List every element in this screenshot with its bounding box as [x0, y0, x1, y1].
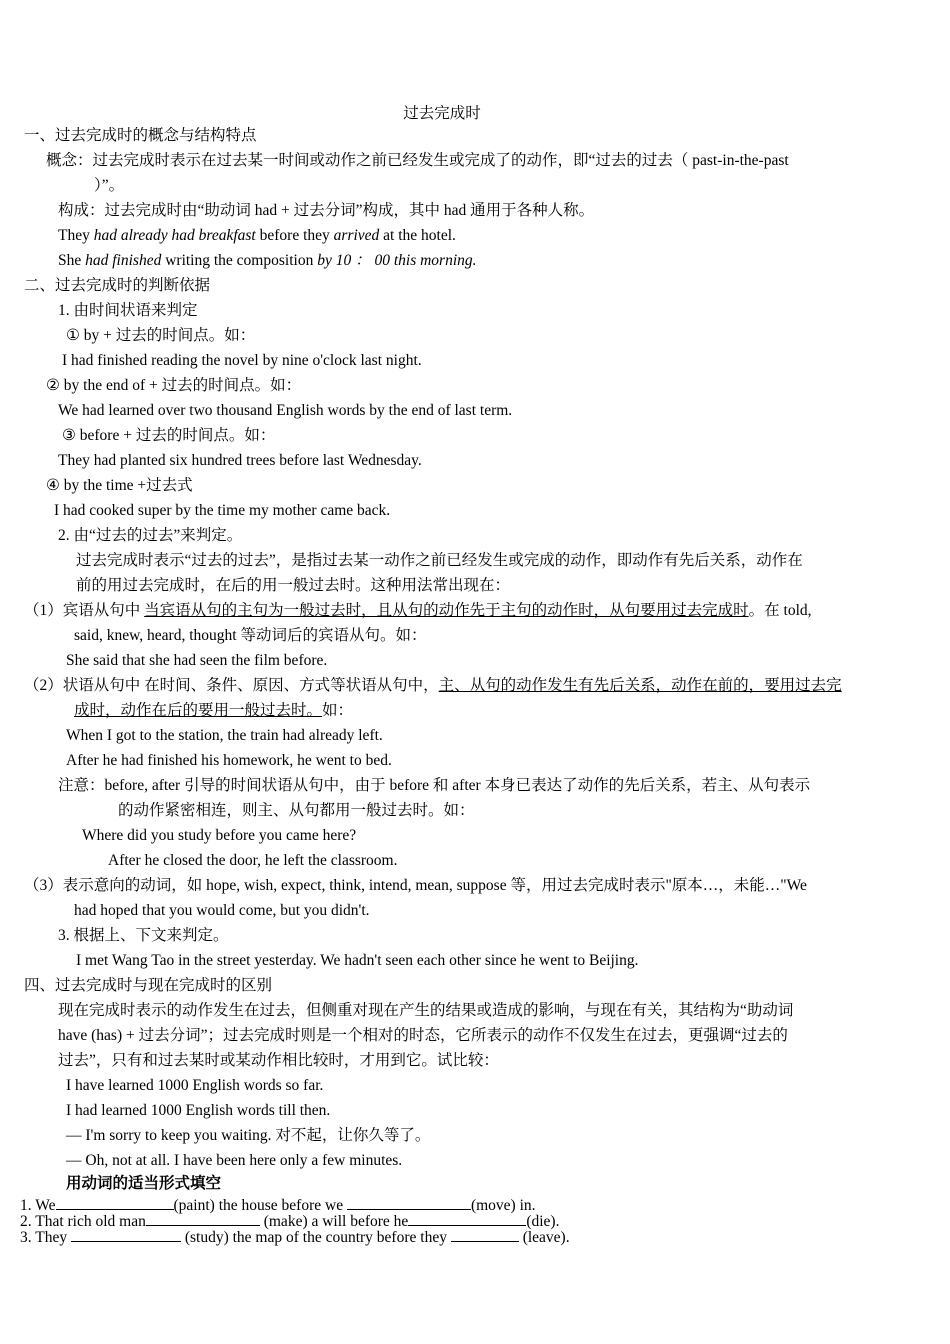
structure-line: 构成：过去完成时由“助动词 had + 过去分词”构成，其中 had 通用于各种人称。	[58, 202, 595, 219]
concept-line-1: 概念：过去完成时表示在过去某一时间或动作之前已经发生或完成了的动作，即“过去的过去（ past-in-the-past	[46, 152, 789, 169]
point-underlined-text: 当宾语从句的主句为一般过去时，且从句的动作先于主句的动作时，从句要用过去完成时	[144, 602, 749, 619]
point-1-line-1	[24, 601, 812, 621]
rule-2-text-line-1: 过去完成时表示“过去的过去”，是指过去某一动作之前已经发生或完成的动作，即动作有先后关系，动作在	[76, 552, 803, 569]
example-text: She	[58, 252, 86, 269]
answer-blank[interactable]	[71, 1227, 181, 1242]
point-text: 。在 told,	[748, 602, 812, 619]
answer-blank[interactable]	[347, 1195, 471, 1210]
note-example-2: After he closed the door, he left the classroom.	[108, 852, 398, 869]
point-1-example: She said that she had seen the film before.	[66, 652, 328, 669]
answer-blank[interactable]	[408, 1211, 526, 1226]
question-text: (leave).	[518, 1229, 570, 1246]
rule-2-text-line-2: 前的用过去完成时，在后的用一般过去时。这种用法常出现在：	[76, 577, 511, 594]
point-underlined-text: 主、从句的动作发生有先后关系，动作在前的，要用过去完	[438, 677, 842, 694]
section-4-text-line-3: 过去”，只有和过去某时或某动作相比较时，才用到它。试比较：	[58, 1052, 499, 1069]
point-2-example-2: After he had finished his homework, he went to bed.	[66, 752, 392, 769]
comparison-example-1: I have learned 1000 English words so far.	[66, 1077, 324, 1094]
section-2-heading: 二、过去完成时的判断依据	[24, 277, 211, 294]
question-text: (move) in.	[470, 1197, 536, 1214]
point-underlined-text: 成时，动作在后的要用一般过去时。	[74, 702, 323, 719]
concept-line-2: ）”。	[94, 177, 125, 194]
question-text: 1. We	[20, 1197, 56, 1214]
point-1-line-2: said, knew, heard, thought 等动词后的宾语从句。如：	[74, 627, 427, 644]
answer-blank[interactable]	[451, 1227, 519, 1242]
rule-1b-example: We had learned over two thousand English words by the end of last term.	[58, 402, 513, 419]
rule-1d: ④ by the time +过去式	[46, 477, 193, 494]
point-text: （2）状语从句中 在时间、条件、原因、方式等状语从句中，	[24, 677, 439, 694]
rule-1c: ③ before + 过去的时间点。如：	[62, 427, 276, 444]
example-sentence-2	[58, 251, 477, 271]
rule-1-heading: 1. 由时间状语来判定	[58, 302, 198, 319]
question-text: 2. That rich old man	[20, 1213, 146, 1230]
question-text: 3. They	[20, 1229, 71, 1246]
section-4-heading: 四、过去完成时与现在完成时的区别	[24, 977, 273, 994]
rule-1c-example: They had planted six hundred trees before last Wednesday.	[58, 452, 422, 469]
point-3-line-1: （3）表示意向的动词，如 hope, wish, expect, think, intend, mean, suppose 等，用过去完成时表示"原本…，未能…"We	[24, 877, 807, 894]
note-example-1: Where did you study before you came here?	[82, 827, 357, 844]
section-4-text-line-1: 现在完成时表示的动作发生在过去，但侧重对现在产生的结果或造成的影响，与现在有关，其结构为“助动词	[58, 1002, 794, 1019]
point-2-line-2	[74, 701, 353, 721]
question-text: (study) the map of the country before they	[180, 1229, 451, 1246]
example-time-phrase: by 10 ： 00 this morning.	[317, 252, 477, 269]
section-4-text-line-2: have (has) + 过去分词”；过去完成时则是一个相对的时态，它所表示的动作不仅发生在过去，更强调“过去的	[58, 1027, 788, 1044]
point-text: 如：	[322, 702, 354, 719]
example-sentence-1	[58, 226, 456, 246]
example-text: They	[58, 227, 94, 244]
example-text: writing the composition	[161, 252, 318, 269]
rule-1b: ② by the end of + 过去的时间点。如：	[46, 377, 302, 394]
example-verb-phrase: had finished	[85, 252, 162, 269]
note-line-2: 的动作紧密相连，则主、从句都用一般过去时。如：	[118, 802, 475, 819]
example-text: before they	[255, 227, 334, 244]
rule-1a-example: I had finished reading the novel by nine o'clock last night.	[62, 352, 422, 369]
example-verb-phrase: arrived	[333, 227, 380, 244]
section-1-heading: 一、过去完成时的概念与结构特点	[24, 127, 257, 144]
exercise-heading: 用动词的适当形式填空	[66, 1175, 222, 1192]
rule-1a: ① by + 过去的时间点。如：	[66, 327, 256, 344]
rule-3-heading: 3. 根据上、下文来判定。	[58, 927, 229, 944]
rule-3-example: I met Wang Tao in the street yesterday. We hadn't seen each other since he went to Beijing.	[76, 952, 639, 969]
answer-blank[interactable]	[146, 1211, 260, 1226]
rule-1d-example: I had cooked super by the time my mother came back.	[54, 502, 391, 519]
question-text: (paint) the house before we	[173, 1197, 347, 1214]
point-2-example-1: When I got to the station, the train had already left.	[66, 727, 383, 744]
question-text: (die).	[526, 1213, 560, 1230]
example-verb-phrase: had already had breakfast	[93, 227, 256, 244]
comparison-example-2: I had learned 1000 English words till then.	[66, 1102, 331, 1119]
note-line-1: 注意：before, after 引导的时间状语从句中，由于 before 和 after 本身已表达了动作的先后关系，若主、从句表示	[58, 777, 811, 794]
exercise-question-3	[20, 1227, 570, 1246]
point-text: （1）宾语从句中	[24, 602, 145, 619]
document-title: 过去完成时	[403, 105, 481, 122]
comparison-example-4: — Oh, not at all. I have been here only a few minutes.	[66, 1152, 403, 1169]
point-2-line-1	[24, 676, 842, 696]
answer-blank[interactable]	[56, 1195, 174, 1210]
comparison-example-3: — I'm sorry to keep you waiting. 对不起，让你久等了。	[66, 1127, 431, 1144]
example-text: at the hotel.	[379, 227, 456, 244]
point-3-line-2: had hoped that you would come, but you didn't.	[74, 902, 370, 919]
rule-2-heading: 2. 由“过去的过去”来判定。	[58, 527, 243, 544]
question-text: (make) a will before he	[259, 1213, 409, 1230]
